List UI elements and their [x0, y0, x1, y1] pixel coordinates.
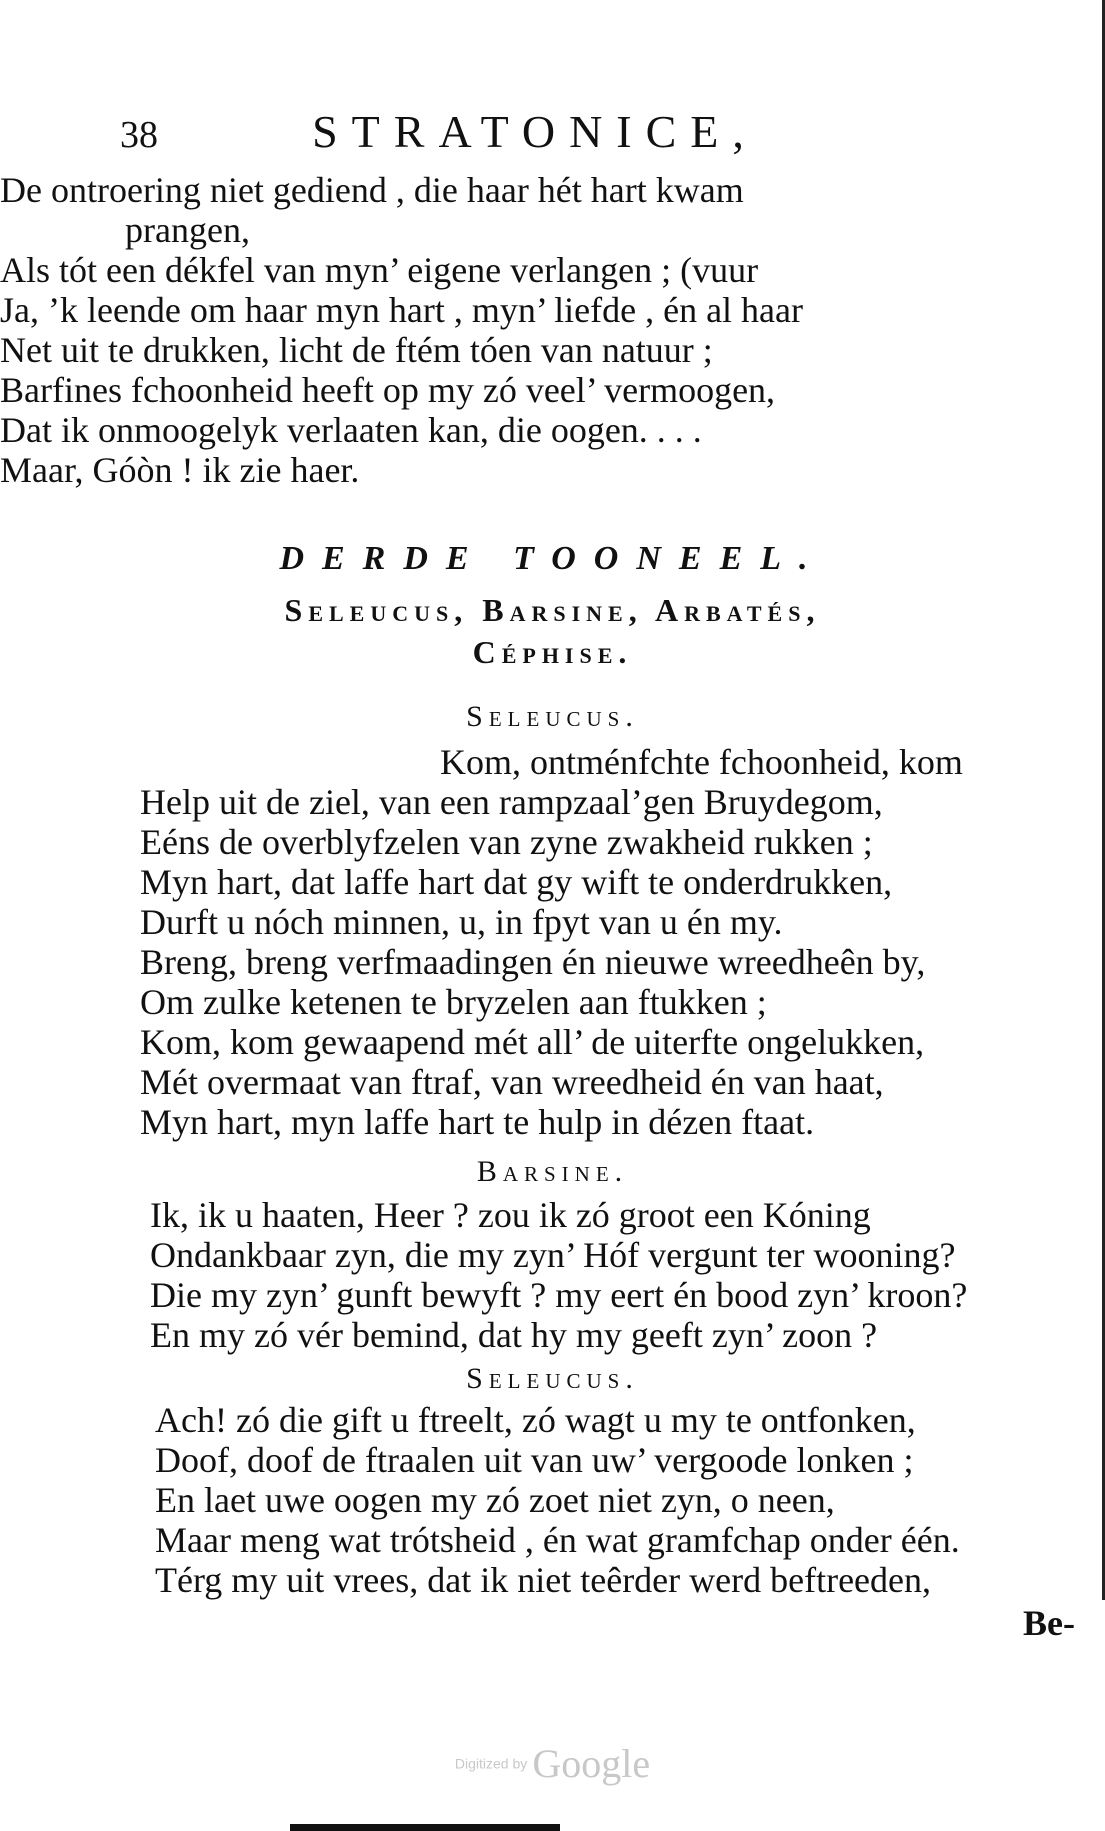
page-number: 38	[120, 114, 158, 156]
verse-line: Om zulke ketenen te bryzelen aan ftukken ;	[140, 982, 767, 1022]
verse-line: En laet uwe oogen my zó zoet niet zyn, o neen,	[155, 1480, 835, 1520]
verse-line: Als tót een dékfel van myn’ eigene verlangen ; (vuur	[0, 250, 759, 290]
verse-line: Myn hart, myn laffe hart te hulp in dézen ftaat.	[140, 1102, 815, 1142]
verse-line: Ja, ’k leende om haar myn hart , myn’ liefde , én al haar	[0, 290, 804, 330]
verse-line: Barfines fchoonheid heeft op my zó veel’ vermoogen,	[0, 370, 776, 410]
google-logo: Google	[532, 1741, 651, 1786]
verse-line: Térg my uit vrees, dat ik niet teêrder werd beftreeden,	[155, 1560, 932, 1600]
speaker-seleucus: Seleucus.	[466, 700, 639, 733]
verse-line: Kom, ontménfchte fchoonheid, kom	[440, 742, 963, 782]
verse-line: En my zó vér bemind, dat hy my geeft zyn’ zoon ?	[150, 1315, 878, 1355]
scene-title: DERDE TOONEEL.	[279, 540, 826, 577]
verse-line: Maar, Góòn ! ik zie haer.	[0, 450, 360, 490]
catchword: Be-	[1023, 1603, 1075, 1643]
verse-line: Net uit te drukken, licht de ftém tóen van natuur ;	[0, 330, 713, 370]
verse-line: Eéns de overblyfzelen van zyne zwakheid rukken ;	[140, 822, 873, 862]
verse-line: Ondankbaar zyn, die my zyn’ Hóf vergunt ter wooning?	[150, 1235, 956, 1275]
running-title: STRATONICE,	[312, 106, 758, 157]
verse-line: De ontroering niet gediend , die haar hét hart kwam	[0, 170, 744, 210]
verse-line: Durft u nóch minnen, u, in fpyt van u én my.	[140, 902, 783, 942]
verse-line: Myn hart, dat laffe hart dat gy wift te onderdrukken,	[140, 862, 893, 902]
verse-line: Mét overmaat van ftraf, van wreedheid én van haat,	[140, 1062, 884, 1102]
digitized-watermark	[0, 1740, 1105, 1787]
speaker-seleucus-2: Seleucus.	[466, 1362, 639, 1395]
speaker-barsine: Barsine.	[476, 1155, 629, 1188]
verse-line: Help uit de ziel, van een rampzaal’gen Bruydegom,	[140, 782, 883, 822]
verse-line: Dat ik onmoogelyk verlaaten kan, die oogen. . . .	[0, 410, 702, 450]
verse-line: Maar meng wat trótsheid , én wat gramfchap onder één.	[155, 1520, 960, 1560]
digitized-prefix: Digitized by	[454, 1755, 528, 1772]
speech-seleucus-1	[140, 742, 1090, 1142]
speech-seleucus-2	[155, 1400, 1090, 1600]
cast-list-line-1: Seleucus, Barsine, Arbatés,	[284, 592, 821, 628]
verse-line: Breng, breng verfmaadingen én nieuwe wreedheên by,	[140, 942, 926, 982]
verse-line: Kom, kom gewaapend mét all’ de uiterfte ongelukken,	[140, 1022, 925, 1062]
verse-line: Ach! zó die gift u ftreelt, zó wagt u my te ontfonken,	[155, 1400, 916, 1440]
scan-edge-bar	[290, 1824, 560, 1831]
cast-list-line-2: Céphise.	[472, 634, 633, 670]
speech-barsine	[150, 1195, 1090, 1355]
verse-line: Doof, doof de ftraalen uit van uw’ vergoode lonken ;	[155, 1440, 914, 1480]
verse-line: prangen,	[125, 210, 250, 250]
opening-verse	[0, 170, 1105, 490]
verse-line: Ik, ik u haaten, Heer ? zou ik zó groot een Kóning	[150, 1195, 871, 1235]
verse-line: Die my zyn’ gunft bewyft ? my eert én bood zyn’ kroon?	[150, 1275, 968, 1315]
page-header	[120, 105, 950, 165]
